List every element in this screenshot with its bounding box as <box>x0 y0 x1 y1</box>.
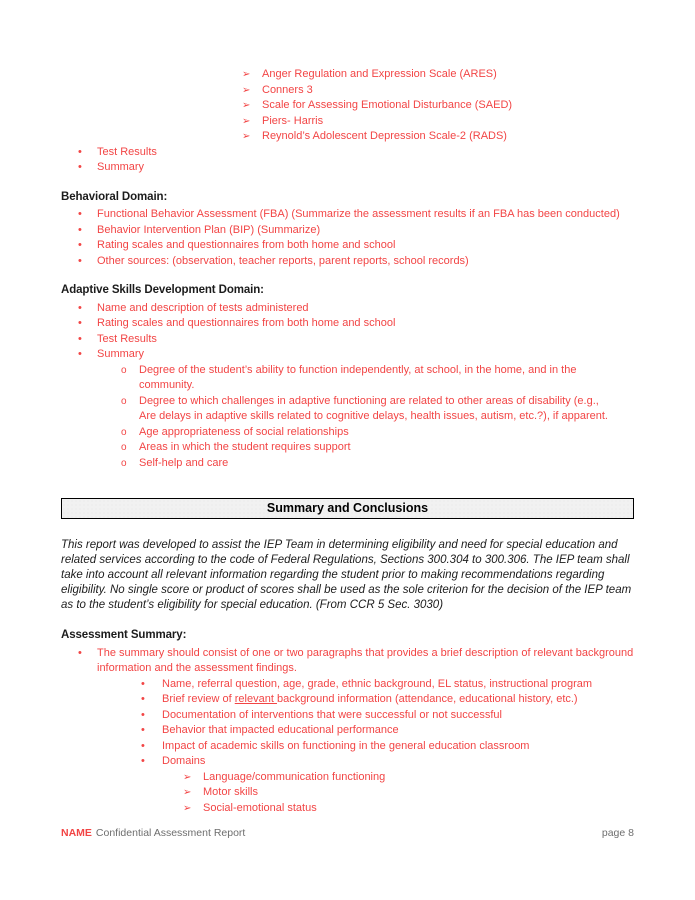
list-item <box>78 223 634 239</box>
list-item-text: Summary <box>97 348 145 360</box>
list-item-text: Name, referral question, age, grade, ethnic background, EL status, instructional program <box>162 677 593 690</box>
list-item-text: Other sources: (observation, teacher reports, parent reports, school records) <box>97 254 469 267</box>
bullet-icon: • <box>78 223 82 236</box>
bullet-icon: • <box>141 693 145 705</box>
list-item <box>121 394 634 425</box>
list-item <box>242 98 634 114</box>
list-item <box>78 254 634 270</box>
list-item-text: Piers- Harris <box>262 114 324 127</box>
circle-bullet-icon: o <box>121 442 127 453</box>
bullet-icon: • <box>141 708 145 721</box>
bullet-icon: • <box>78 348 82 360</box>
list-item-text: Social-emotional status <box>203 801 317 814</box>
arrow-bullet-icon: ➢ <box>242 131 251 142</box>
list-item <box>183 785 634 801</box>
arrow-bullet-icon: ➢ <box>242 100 251 111</box>
list-item <box>141 692 634 708</box>
list-item-text: Motor skills <box>203 786 259 798</box>
list-item-text: Domains <box>162 755 206 767</box>
list-item-text: Conners 3 <box>262 83 313 96</box>
footer-document-title: Confidential Assessment Report <box>95 827 246 839</box>
assessment-summary-lead-list <box>61 646 634 677</box>
list-item-text: Functional Behavior Assessment (FBA) (Summarize the assessment results if an FBA has been conducted) <box>97 208 620 220</box>
arrow-bullet-icon: ➢ <box>242 115 251 127</box>
list-item-text: Test Results <box>97 332 157 345</box>
list-item-text: Documentation of interventions that were successful or not successful <box>162 708 502 721</box>
list-item-text: Anger Regulation and Expression Scale (ARES) <box>262 68 497 80</box>
circle-bullet-icon: o <box>121 426 127 438</box>
section-heading-assessment-summary: Assessment Summary: <box>61 629 187 641</box>
circle-bullet-icon: o <box>121 364 127 376</box>
summary-conclusions-title: Summary and Conclusions <box>266 501 429 515</box>
assessment-summary-sublist <box>61 677 634 770</box>
bullet-icon: • <box>141 724 145 736</box>
list-item-text: Degree to which challenges in adaptive functioning are related to other areas of disability (e.g., Are delays in adaptive skills related to cognitive delays, health issues, autism, etc.?), if apparent. <box>139 394 608 422</box>
item-text-prefix: Brief review of <box>162 693 235 705</box>
list-item <box>121 425 634 441</box>
circle-bullet-icon: o <box>121 395 127 407</box>
list-item <box>78 301 634 317</box>
list-item <box>78 332 634 348</box>
list-item-text: Test Results <box>97 145 157 158</box>
arrow-bullet-icon: ➢ <box>183 802 192 814</box>
bullet-icon: • <box>78 208 82 220</box>
list-item-text: Impact of academic skills on functioning in the general education classroom <box>162 739 530 752</box>
list-item-text: Behavior Intervention Plan (BIP) (Summarize) <box>97 223 321 236</box>
list-item <box>78 316 634 332</box>
list-item-text: Reynold’s Adolescent Depression Scale-2 (RADS) <box>262 130 507 142</box>
list-item-text: Name and description of tests administered <box>97 301 309 314</box>
bullet-icon: • <box>78 161 82 173</box>
list-item <box>78 145 634 161</box>
top-bullet-list <box>61 145 634 176</box>
list-item-text: Rating scales and questionnaires from both home and school <box>97 317 396 329</box>
bullet-icon: • <box>78 301 82 314</box>
arrow-bullet-icon: ➢ <box>242 84 251 96</box>
list-item <box>183 770 634 786</box>
list-item <box>121 363 634 394</box>
section-heading-behavioral-domain: Behavioral Domain: <box>61 190 168 203</box>
bullet-icon: • <box>78 646 82 659</box>
circle-bullet-icon: o <box>121 457 127 469</box>
underlined-word: relevant <box>234 693 277 705</box>
list-item <box>242 129 634 145</box>
footer-left <box>61 826 245 840</box>
list-item <box>141 754 634 770</box>
list-item <box>121 456 634 472</box>
list-item-text: Scale for Assessing Emotional Disturbance (SAED) <box>262 99 513 111</box>
list-item-text: Behavior that impacted educational performance <box>162 724 399 736</box>
bullet-icon: • <box>78 145 82 158</box>
regulations-intro-paragraph: This report was developed to assist the IEP Team in determining eligibility and need for special education and related services according to the code of Federal Regulations, Sections 300.304 to 300.306. The IEP team shall take into account all relevant information regarding the student prior to making recommendations regarding eligibility. No single score or product of scores shall be used as the sole criterion for the decision of the IEP team as to the student’s eligibility for special education. (From CCR 5 Sec. 3030) <box>61 539 632 611</box>
arrow-bullet-icon: ➢ <box>183 787 192 798</box>
list-item-text: Degree of the student’s ability to function independently, at school, in the home, and in the community. <box>139 363 577 391</box>
list-item-text: The summary should consist of one or two paragraphs that provides a brief description of relevant background information and the assessment findings. <box>97 646 634 674</box>
adaptive-summary-sublist <box>61 363 634 472</box>
list-item-text: Areas in which the student requires support <box>139 441 351 453</box>
domains-arrow-list <box>61 770 634 817</box>
section-heading-adaptive-skills-domain: Adaptive Skills Development Domain: <box>61 284 264 296</box>
rating-scales-list <box>61 67 634 145</box>
list-item <box>141 708 634 724</box>
list-item <box>78 207 634 223</box>
list-item <box>78 347 634 363</box>
page-number: page 8 <box>601 827 634 839</box>
list-item <box>141 739 634 755</box>
adaptive-domain-list <box>61 301 634 363</box>
bullet-icon: • <box>78 332 82 345</box>
bullet-icon: • <box>78 239 82 251</box>
bullet-icon: • <box>141 677 145 690</box>
list-item-text <box>162 692 578 708</box>
list-item <box>121 440 634 456</box>
list-item <box>78 646 634 677</box>
page-footer <box>61 826 634 840</box>
list-item-text: Rating scales and questionnaires from both home and school <box>97 239 396 251</box>
list-item <box>141 723 634 739</box>
bullet-icon: • <box>78 254 82 267</box>
list-item <box>242 114 634 130</box>
behavioral-domain-list <box>61 207 634 269</box>
footer-name-placeholder: NAME <box>61 827 92 839</box>
list-item <box>242 83 634 99</box>
bullet-icon: • <box>141 739 145 752</box>
arrow-bullet-icon: ➢ <box>242 69 251 80</box>
bullet-icon: • <box>141 755 145 767</box>
bullet-icon: • <box>78 317 82 329</box>
list-item-text: Summary <box>97 161 145 173</box>
list-item <box>183 801 634 817</box>
list-item-text: Age appropriateness of social relationships <box>139 425 349 438</box>
list-item-text: Self-help and care <box>139 456 229 469</box>
list-item-text: Language/communication functioning <box>203 770 386 783</box>
list-item <box>141 677 634 693</box>
summary-conclusions-header <box>61 498 634 519</box>
item-text-suffix: background information (attendance, educational history, etc.) <box>276 693 578 705</box>
arrow-bullet-icon: ➢ <box>183 771 192 783</box>
list-item <box>242 67 634 83</box>
list-item <box>78 160 634 176</box>
list-item <box>78 238 634 254</box>
